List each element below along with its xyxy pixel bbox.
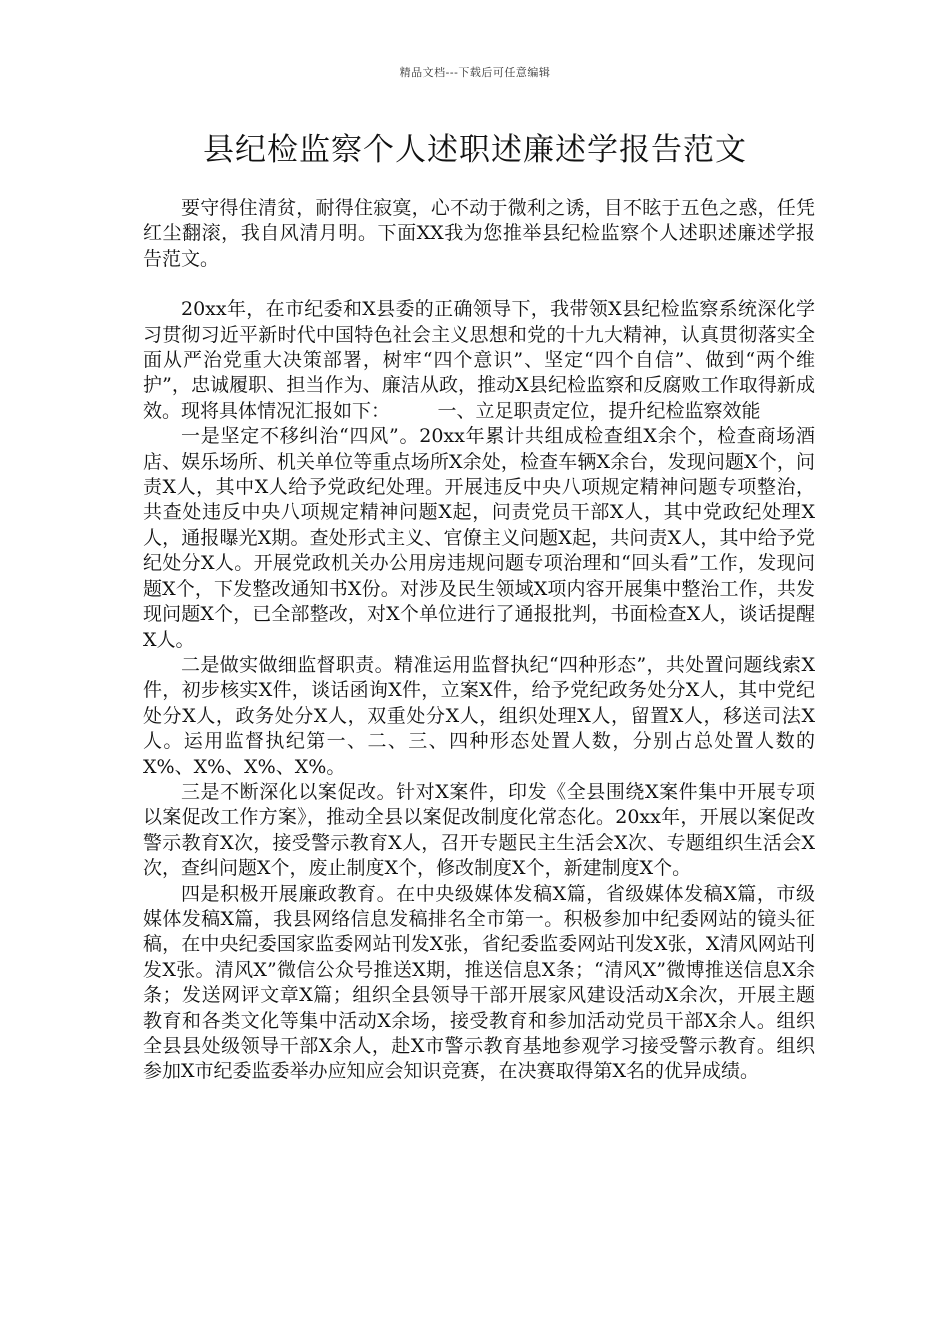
paragraph-point-three: 三是不断深化以案促改。针对X案件，印发《全县围绕X案件集中开展专项以案促改工作方案》，推动全县以案促改制度化常态化。20xx年，开展以案促改警示教育X次，接受警示教育X人，召开专题民主生活会X次、专题组织生活会X次，查纠问题X个，废止制度X个，修改制度X个，新建制度X个。	[143, 780, 815, 880]
header-note: 精品文档---下载后可任意编辑	[399, 66, 551, 79]
paragraph-point-two: 二是做实做细监督职责。精准运用监督执纪“四种形态”，共处置问题线索X件，初步核实X件，谈话函询X件，立案X件，给予党纪政务处分X人，其中党纪处分X人，政务处分X人，双重处分X人，组织处理X人，留置X人，移送司法X人。运用监督执纪第一、二、三、四种形态处置人数，分别占总处置人数的X%、X%、X%、X%。	[143, 653, 815, 778]
paragraph-overview: 20xx年，在市纪委和X县委的正确领导下，我带领X县纪检监察系统深化学习贯彻习近平新时代中国特色社会主义思想和党的十九大精神，认真贯彻落实全面从严治党重大决策部署，树牢“四个意识”、坚定“四个自信”、做到“两个维护”，忠诚履职、担当作为、廉洁从政，推动X县纪检监察和反腐败工作取得新成效。现将具体情况汇报如下： 一、立足职责定位，提升纪检监察效能	[143, 298, 815, 422]
paragraph-point-four: 四是积极开展廉政教育。在中央级媒体发稿X篇，省级媒体发稿X篇，市级媒体发稿X篇，我县网络信息发稿排名全市第一。积极参加中纪委网站的镜头征稿，在中央纪委国家监委网站刊发X张，省纪委监委网站刊发X张，X清风网站刊发X张。清风X”微信公众号推送X期，推送信息X条；“清风X”微博推送信息X余条；发送网评文章X篇；组织全县领导干部开展家风建设活动X余次，开展主题教育和各类文化等集中活动X余场，接受教育和参加活动党员干部X余人。组织全县县处级领导干部X余人，赴X市警示教育基地参观学习接受警示教育。组织参加X市纪委监委举办应知应会知识竞赛，在决赛取得第X名的优异成绩。	[143, 882, 815, 1083]
paragraph-intro: 要守得住清贫，耐得住寂寞，心不动于微利之诱，目不眩于五色之惑，任凭红尘翻滚，我自风清月明。下面XX我为您推举县纪检监察个人述职述廉述学报告范文。	[143, 197, 815, 270]
paragraph-point-one: 一是坚定不移纠治“四风”。20xx年累计共组成检查组X余个，检查商场酒店、娱乐场所、机关单位等重点场所X余处，检查车辆X余台，发现问题X个，问责X人，其中X人给予党政纪处理。开展违反中央八项规定精神问题专项整治，共查处违反中央八项规定精神问题X起，问责党员干部X人，其中党政纪处理X人，通报曝光X期。查处形式主义、官僚主义问题X起，共问责X人，其中给予党纪处分X人。开展党政机关办公用房违规问题专项治理和“回头看”工作，发现问题X个，下发整改通知书X份。对涉及民生领域X项内容开展集中整治工作，共发现问题X个，已全部整改，对X个单位进行了通报批判，书面检查X人，谈话提醒X人。	[143, 425, 815, 651]
document-body	[143, 196, 815, 1085]
document-title: 县纪检监察个人述职述廉述学报告范文	[203, 132, 747, 168]
